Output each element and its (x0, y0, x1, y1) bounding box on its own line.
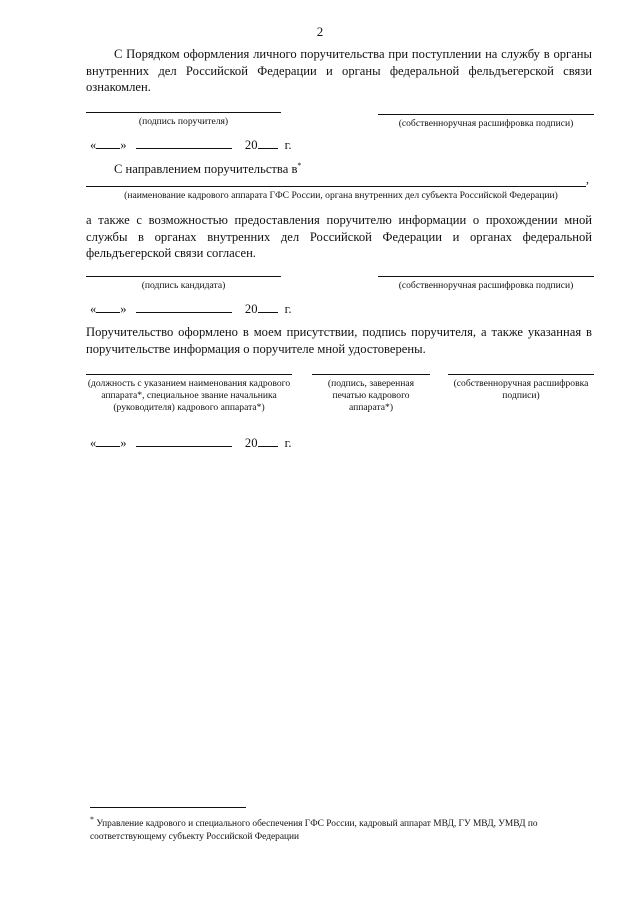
guarantor-transcript-line[interactable] (378, 114, 594, 115)
month-field[interactable] (136, 301, 232, 313)
candidate-transcript-caption: (собственноручная расшифровка подписи) (398, 280, 574, 291)
date-row-3 (90, 435, 292, 451)
footnote-separator (90, 807, 246, 808)
year-field[interactable] (258, 435, 278, 447)
sealed-signature-line[interactable] (312, 374, 430, 375)
year-prefix: 20 (244, 302, 258, 316)
day-field[interactable] (96, 301, 120, 313)
footnote-mark: * (297, 161, 302, 170)
head-transcript-caption: (собственноручная расшифровка подписи) (453, 378, 589, 401)
date-row-2 (90, 301, 292, 317)
close-quote: » (120, 138, 127, 152)
year-field[interactable] (258, 301, 278, 313)
footnote (90, 814, 596, 843)
close-quote: » (120, 436, 127, 450)
footnote-mark: * (90, 815, 94, 824)
year-suffix: г. (284, 436, 292, 450)
candidate-transcript-line[interactable] (378, 276, 594, 277)
personnel-office-caption: (наименование кадрового аппарата ГФС России, органа внутренних дел субъекта Российской Федерации) (124, 190, 558, 201)
footnote-text: Управление кадрового и специального обеспечения ГФС России, кадровый аппарат МВД, ГУ МВД, УМВД по соответствующему субъекту Российской Федерации (90, 819, 538, 842)
year-suffix: г. (284, 138, 292, 152)
personnel-office-line[interactable] (86, 186, 586, 187)
position-line[interactable] (86, 374, 292, 375)
certification-paragraph: Поручительство оформлено в моем присутствии, подпись поручителя, а также указанная в поручительстве информация о поручителе мной удостоверены. (86, 325, 592, 356)
line-comma: , (586, 172, 589, 186)
page-number: 2 (316, 24, 324, 39)
year-field[interactable] (258, 137, 278, 149)
guarantor-signature-caption: (подпись поручителя) (138, 116, 229, 127)
guarantor-signature-line[interactable] (86, 112, 281, 113)
day-field[interactable] (96, 435, 120, 447)
open-quote: « (90, 302, 97, 316)
year-suffix: г. (284, 302, 292, 316)
head-transcript-line[interactable] (448, 374, 594, 375)
acknowledgement-text: С Порядком оформления личного поручительства при поступлении на службу в органы внутренних дел Российской Федерации и органы федеральной фельдъегерской связи ознакомлен. (86, 47, 592, 94)
year-prefix: 20 (244, 138, 258, 152)
direction-text-row (114, 158, 301, 178)
candidate-signature-line[interactable] (86, 276, 281, 277)
sealed-signature-caption: (подпись, заверенная печатью кадрового аппарата*) (327, 378, 415, 413)
month-field[interactable] (136, 435, 232, 447)
position-caption: (должность с указанием наименования кадрового аппарата*, специальное звание начальника (руководителя) кадрового аппарата*) (87, 378, 291, 413)
date-row-1 (90, 137, 292, 153)
consent-paragraph: а также с возможностью предоставления поручителю информации о прохождении мной службы в органах внутренних дел Российской Федерации и органах федеральной фельдъегерской связи согласен. (86, 213, 592, 260)
close-quote: » (120, 302, 127, 316)
month-field[interactable] (136, 137, 232, 149)
open-quote: « (90, 138, 97, 152)
year-prefix: 20 (244, 436, 258, 450)
open-quote: « (90, 436, 97, 450)
acknowledgement-paragraph (86, 46, 592, 96)
direction-text: С направлением поручительства в (114, 162, 298, 177)
day-field[interactable] (96, 137, 120, 149)
guarantor-transcript-caption: (собственноручная расшифровка подписи) (398, 118, 574, 129)
candidate-signature-caption: (подпись кандидата) (141, 280, 226, 291)
